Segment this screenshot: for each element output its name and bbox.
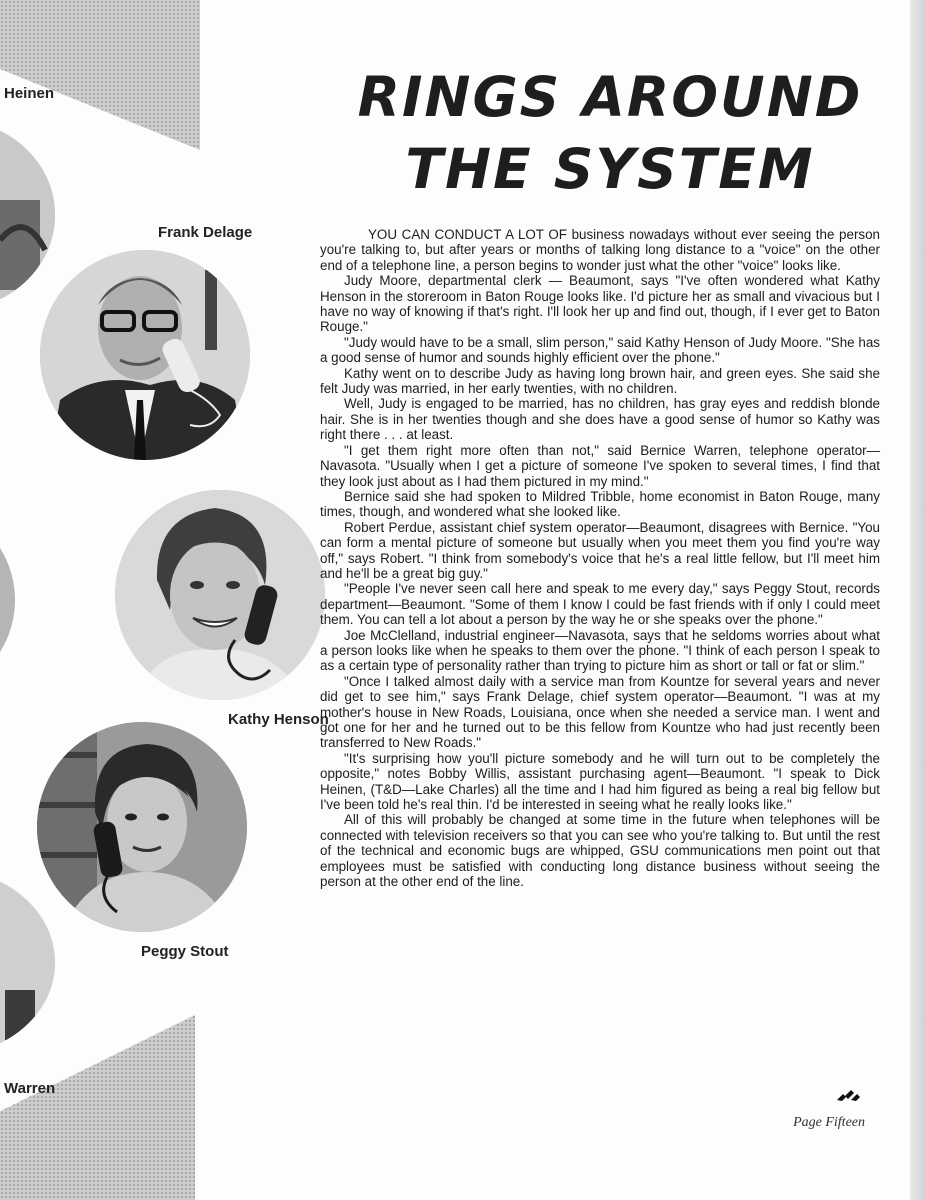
article-paragraph: All of this will probably be changed at some time in the future when telephones will be connected with television receivers so that you can see who you're talking to. But until the rest of the technical and economic bugs are whipped, GSU communications men point out that employees must be satisfied with conducting long distance business without seeing the person at the other end of the line. [320, 812, 880, 890]
caption-warren: Warren [4, 1080, 56, 1097]
article-paragraph: Robert Perdue, assistant chief system operator—Beaumont, disagrees with Bernice. "You can form a mental picture of someone but usually when you meet them you find you're way off," says Robert. "I think from somebody's voice that he's a real little fellow, but I'll meet him and he'll be a great big guy." [320, 519, 880, 581]
warren-phone-graphic [0, 870, 55, 1055]
article-paragraph: Judy Moore, departmental clerk — Beaumont, says "I've often wondered what Kathy Henson in the storeroom in Baton Rouge looks like. I'd picture her as small and vivacious but I have no way of knowing if that's right. I'll look her up and find out, though, if I ever get to Baton Rouge." [320, 273, 880, 335]
gsu-end-mark-icon [835, 1088, 863, 1104]
photo-kathy-henson [115, 490, 325, 700]
photo-peggy-stout [37, 722, 247, 932]
article-paragraph: Bernice said she had spoken to Mildred Tribble, home economist in Baton Rouge, many times, though, and wondered what she looked like. [320, 488, 880, 520]
article-paragraph: "I get them right more often than not," said Bernice Warren, telephone operator—Navasota. "Usually when I get a picture of someone I've spoken to several times, I find that they look just about as I had them pictured in my mind." [320, 442, 880, 489]
caption-kathy-henson: Kathy Henson [228, 711, 329, 728]
portrait-woman-desk [37, 722, 247, 932]
article-paragraph: Well, Judy is engaged to be married, has no children, has gray eyes and reddish blonde hair. She is in her twenties though and she does have a good sense of humor so Kathy was right there . . . at least. [320, 396, 880, 443]
photo-heinen-partial [0, 120, 55, 310]
article-paragraph: "People I've never seen call here and speak to me every day," says Peggy Stout, records department—Beaumont. "Some of them I know I could be fast friends with if only I could meet them. You can tell a lot about a person by the way he or she speaks over the phone." [320, 581, 880, 628]
photo-warren-partial [0, 870, 55, 1055]
title-line-1: RINGS AROUND [357, 65, 863, 129]
portrait-man-phone [40, 250, 250, 460]
page-number: Page Fifteen [793, 1115, 865, 1130]
article-paragraph: "Once I talked almost daily with a service man from Kountze for several years and never did get to see him," says Frank Delage, chief system operator—Beaumont. "I was at my mother's house in New Roads, Louisiana, once when she needed a service man. I went and got one for her and he turned out to be this fellow from Kountze who had just recently been transferred to New Roads." [320, 673, 880, 751]
article-paragraph: "Judy would have to be a small, slim person," said Kathy Henson of Judy Moore. "She has a good sense of humor and sounds highly efficient over the phone." [320, 334, 880, 366]
article-paragraph: Kathy went on to describe Judy as having long brown hair, and green eyes. She said she felt Judy was married, in her early twenties, with no children. [320, 365, 880, 397]
page-edge [910, 0, 925, 1200]
article-body [320, 227, 880, 889]
halftone-corner-bottom [0, 1015, 195, 1200]
article-paragraph [320, 227, 880, 273]
article-paragraph: "It's surprising how you'll picture somebody and he will turn out to be completely the opposite," notes Bobby Willis, assistant purchasing agent—Beaumont. "I speak to Dick Heinen, (T&D—Lake Charles) all the time and I had him figured as being a real big fellow but I've been told he's real thin. I'd be interested in seeing what he really looks like." [320, 750, 880, 813]
paragraph-text: business nowadays without ever seeing the person you're talking to, but after years or months of talking long distance to a "voice" on the other end of a telephone line, a person begins to wonder just what the other "voice" looks like. [320, 227, 880, 273]
article-paragraph: Joe McClelland, industrial engineer—Navasota, says that he seldoms worries about what a person looks like when he speaks to them over the phone. "I think of each person I speak to as a certain type of personality rather than trying to picture him as short or tall or fat or slim." [320, 627, 880, 674]
caption-heinen: Heinen [4, 85, 55, 102]
halftone-corner-top [0, 0, 200, 150]
article-title [330, 62, 890, 205]
photo-frank-delage [40, 250, 250, 460]
title-line-2: THE SYSTEM [405, 136, 815, 201]
caption-frank-delage: Frank Delage [158, 224, 253, 241]
caption-peggy-stout: Peggy Stout [141, 943, 229, 960]
photo-partial-middle [0, 500, 15, 700]
portrait-woman-phone [115, 490, 325, 700]
lead-in-caps: YOU CAN CONDUCT A LOT OF [368, 227, 567, 242]
heinen-phone-graphic [0, 120, 55, 310]
